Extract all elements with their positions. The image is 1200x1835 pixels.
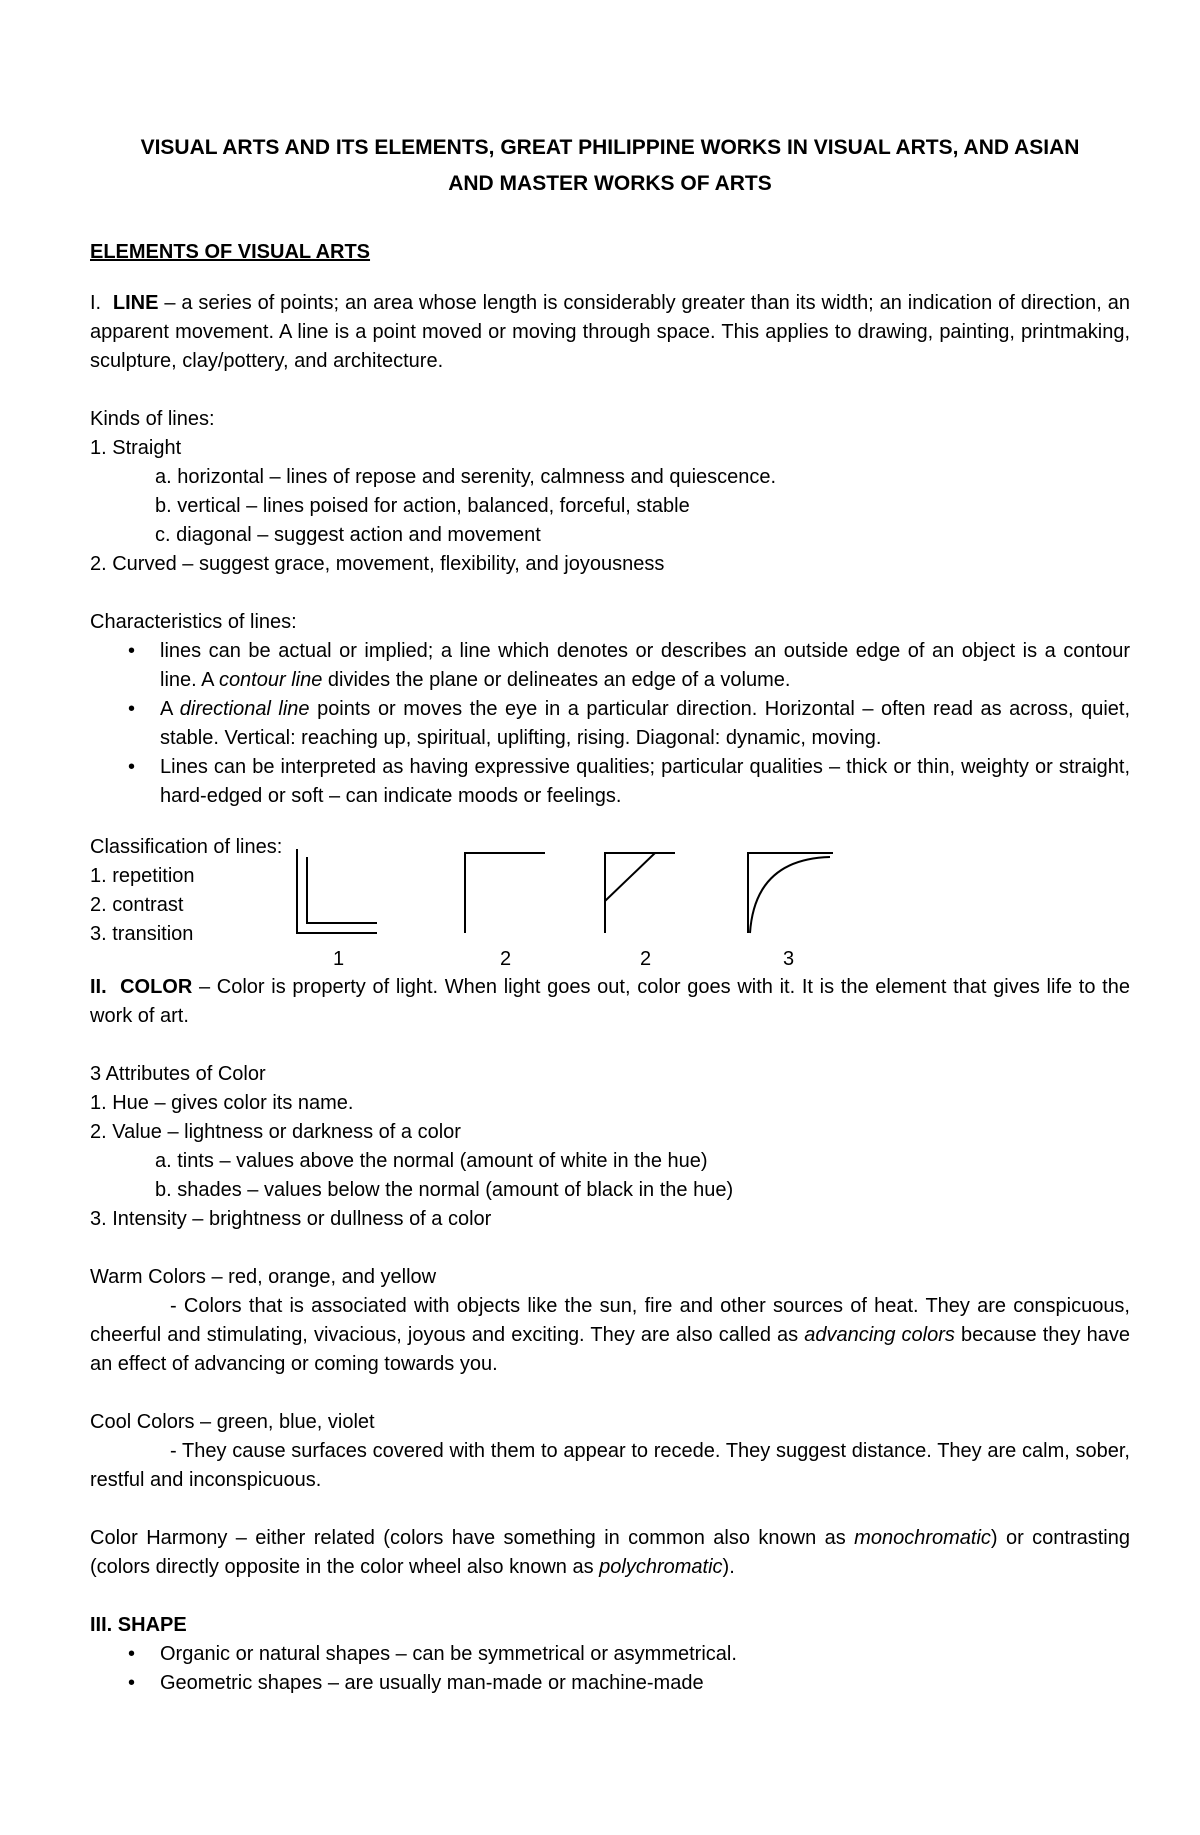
color-term: COLOR — [120, 976, 193, 998]
document-page — [90, 130, 1130, 1698]
elements-heading: ELEMENTS OF VISUAL ARTS — [90, 241, 371, 263]
shape-heading-text: III. SHAPE — [90, 1614, 187, 1636]
char1-italic: contour line — [218, 669, 323, 691]
bullet-icon: • — [128, 1672, 136, 1694]
shape-heading — [90, 1611, 1130, 1640]
figure-3 — [605, 853, 675, 933]
shape-item-geometric: Geometric shapes – are usually man-made or machine-made — [160, 1672, 704, 1694]
figure-label: 1 — [333, 948, 345, 970]
attr-intensity: 3. Intensity – brightness or dullness of a color — [90, 1208, 492, 1230]
line-num: I. — [90, 292, 102, 314]
char3-text: Lines can be interpreted as having expressive qualities; particular qualities – thick or thin, weighty or straight, hard-edged or soft – can indicate moods or feelings. — [160, 756, 1130, 807]
bullet-icon: • — [128, 698, 136, 720]
harmony-italic-2: polychromatic — [599, 1556, 723, 1578]
bullet-icon: • — [128, 640, 136, 662]
figure-2 — [465, 853, 545, 933]
color-harmony — [90, 1524, 1130, 1582]
shape-list — [90, 1640, 1130, 1698]
char2-italic: directional line — [179, 698, 310, 720]
char1-text-b: divides the plane or delineates an edge of a volume. — [322, 669, 791, 691]
color-num: II. — [90, 976, 107, 998]
warm-text-b: because they have an effect of advancing or coming towards you. — [90, 1324, 1130, 1375]
classification-heading: Classification of lines: — [90, 836, 283, 858]
attr-tints: a. tints – values above the normal (amount of white in the hue) — [155, 1150, 708, 1172]
figure-label: 3 — [783, 948, 795, 970]
bullet-icon: • — [128, 1643, 136, 1665]
kind-horizontal: a. horizontal – lines of repose and serenity, calmness and quiescence. — [155, 466, 777, 488]
cool-colors-text: - They cause surfaces covered with them to appear to recede. They suggest distance. They are calm, sober, restful and inconspicuous. — [90, 1440, 1130, 1491]
characteristics-list — [90, 637, 1130, 811]
list-item — [90, 1640, 1130, 1669]
char2-text-b: points or moves the eye in a particular direction. Horizontal – often read as across, quiet, stable. Vertical: reaching up, spiritual, uplifting, rising. Diagonal: dynamic, moving. — [160, 698, 1131, 749]
line-diagrams — [295, 835, 855, 945]
list-item — [90, 1669, 1130, 1698]
characteristics-heading: Characteristics of lines: — [90, 611, 297, 633]
shape-item-organic: Organic or natural shapes – can be symmetrical or asymmetrical. — [160, 1643, 737, 1665]
figure-1-outer — [297, 849, 377, 933]
list-item — [90, 637, 1130, 695]
figure-label: 2 — [500, 948, 512, 970]
char1-text-a: lines can be actual or implied; a line which denotes or describes an outside edge of an object is a contour line. A — [160, 640, 1130, 691]
title-line-2: AND MASTER WORKS OF ARTS — [448, 172, 772, 195]
bullet-icon: • — [128, 756, 136, 778]
class-transition: 3. transition — [90, 923, 194, 945]
line-classification-figure — [295, 835, 855, 970]
line-term: LINE — [112, 292, 159, 314]
attr-hue: 1. Hue – gives color its name. — [90, 1092, 354, 1114]
line-def-text: – a series of points; an area whose length is considerably greater than its width; an indication of direction, an apparent movement. A line is a point moved or moving through space. This applies to drawing, painting, printmaking, sculpture, clay/pottery, and architecture. — [90, 292, 1130, 372]
classification-block — [90, 833, 1130, 973]
kinds-heading: Kinds of lines: — [90, 408, 215, 430]
kind-vertical: b. vertical – lines poised for action, balanced, forceful, stable — [155, 495, 690, 517]
figure-1-inner — [307, 857, 377, 923]
figure-label: 2 — [640, 948, 652, 970]
kind-straight: 1. Straight — [90, 437, 182, 459]
kind-curved: 2. Curved – suggest grace, movement, flexibility, and joyousness — [90, 553, 665, 575]
color-def-text: – Color is property of light. When light goes out, color goes with it. It is the element that gives life to the work of art. — [90, 976, 1130, 1027]
attributes-heading: 3 Attributes of Color — [90, 1063, 266, 1085]
harmony-text-a: Color Harmony – either related (colors have something in common also known as — [90, 1527, 855, 1549]
char2-text-a: A — [160, 698, 180, 720]
cool-colors-heading: Cool Colors – green, blue, violet — [90, 1411, 375, 1433]
document-title — [90, 130, 1130, 202]
harmony-text-c: ). — [722, 1556, 735, 1578]
kind-diagonal: c. diagonal – suggest action and movement — [155, 524, 541, 546]
warm-colors-heading: Warm Colors – red, orange, and yellow — [90, 1266, 437, 1288]
harmony-italic-1: monochromatic — [854, 1527, 991, 1549]
warm-text-a: - Colors that is associated with objects like the sun, fire and other sources of heat. They are conspicuous, cheerful and stimulating, vivacious, joyous and exciting. They are also called as — [90, 1295, 1130, 1346]
color-definition — [90, 973, 1130, 1031]
class-contrast: 2. contrast — [90, 894, 184, 916]
class-repetition: 1. repetition — [90, 865, 195, 887]
attr-value: 2. Value – lightness or darkness of a color — [90, 1121, 461, 1143]
harmony-text-b: ) or contrasting (colors directly opposite in the color wheel also known as — [90, 1527, 1130, 1578]
figure-4-curve — [750, 857, 830, 933]
line-definition — [90, 289, 1130, 376]
warm-colors-text — [90, 1292, 1130, 1379]
attr-shades: b. shades – values below the normal (amount of black in the hue) — [155, 1179, 734, 1201]
list-item — [90, 695, 1130, 753]
warm-italic: advancing colors — [804, 1324, 955, 1346]
title-line-1: VISUAL ARTS AND ITS ELEMENTS, GREAT PHILIPPINE WORKS IN VISUAL ARTS, AND ASIAN — [140, 136, 1080, 159]
figure-3-diagonal — [605, 853, 655, 901]
list-item — [90, 753, 1130, 811]
